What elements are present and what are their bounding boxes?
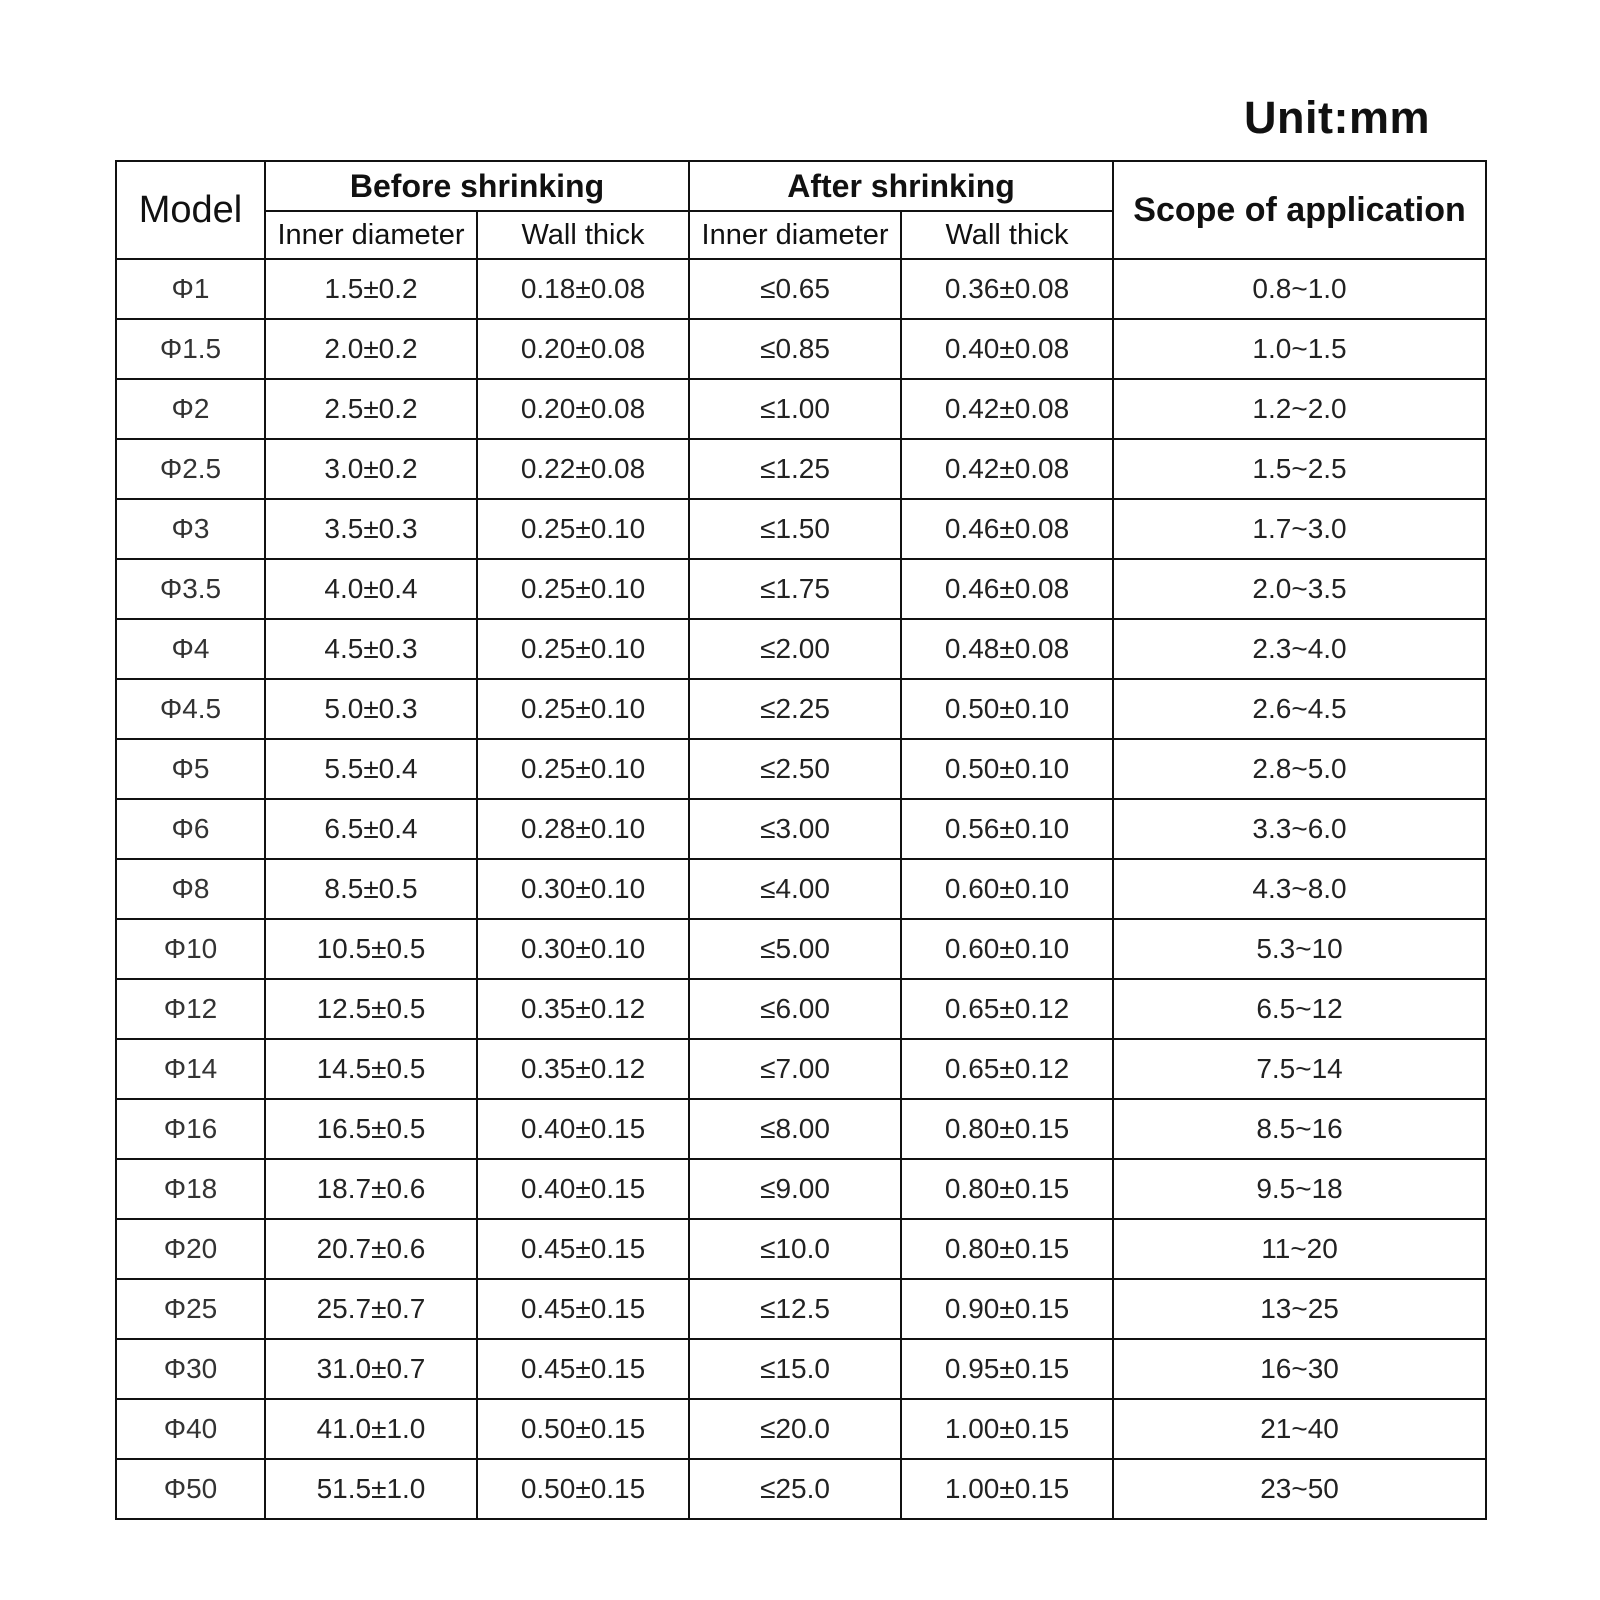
cell-before-inner-diameter: 20.7±0.6: [265, 1219, 477, 1279]
cell-before-inner-diameter: 31.0±0.7: [265, 1339, 477, 1399]
cell-after-inner-diameter: ≤3.00: [689, 799, 901, 859]
cell-after-wall-thick: 0.42±0.08: [901, 379, 1113, 439]
cell-before-inner-diameter: 25.7±0.7: [265, 1279, 477, 1339]
cell-before-wall-thick: 0.25±0.10: [477, 499, 689, 559]
cell-model: Φ12: [116, 979, 265, 1039]
cell-after-inner-diameter: ≤2.25: [689, 679, 901, 739]
cell-model: Φ4: [116, 619, 265, 679]
cell-before-inner-diameter: 12.5±0.5: [265, 979, 477, 1039]
table-row: [116, 619, 1486, 679]
cell-before-wall-thick: 0.40±0.15: [477, 1159, 689, 1219]
table-row: [116, 379, 1486, 439]
cell-model: Φ2.5: [116, 439, 265, 499]
cell-after-wall-thick: 0.46±0.08: [901, 559, 1113, 619]
table-row: [116, 739, 1486, 799]
cell-scope: [1113, 799, 1486, 859]
cell-after-inner-diameter: ≤6.00: [689, 979, 901, 1039]
table-row: [116, 1279, 1486, 1339]
cell-model: Φ20: [116, 1219, 265, 1279]
cell-before-wall-thick: 0.18±0.08: [477, 259, 689, 319]
cell-after-inner-diameter: ≤1.75: [689, 559, 901, 619]
cell-scope: [1113, 1219, 1486, 1279]
cell-scope: [1113, 1399, 1486, 1459]
cell-before-inner-diameter: 3.0±0.2: [265, 439, 477, 499]
cell-before-wall-thick: 0.35±0.12: [477, 979, 689, 1039]
cell-before-inner-diameter: 3.5±0.3: [265, 499, 477, 559]
cell-before-inner-diameter: 1.5±0.2: [265, 259, 477, 319]
cell-after-wall-thick: 0.65±0.12: [901, 979, 1113, 1039]
cell-scope: [1113, 559, 1486, 619]
table-row: [116, 1099, 1486, 1159]
table-row: [116, 439, 1486, 499]
cell-after-wall-thick: 0.36±0.08: [901, 259, 1113, 319]
scope-value: 6.5~12: [1256, 993, 1343, 1024]
cell-before-wall-thick: 0.45±0.15: [477, 1219, 689, 1279]
header-scope: Scope of application: [1113, 161, 1486, 259]
cell-before-wall-thick: 0.20±0.08: [477, 379, 689, 439]
header-after-inner-diameter: Inner diameter: [689, 211, 901, 259]
cell-model: Φ10: [116, 919, 265, 979]
scope-value: 2.8~5.0: [1252, 753, 1347, 784]
scope-value: 8.5~16: [1256, 1113, 1343, 1144]
cell-before-inner-diameter: 5.5±0.4: [265, 739, 477, 799]
cell-after-wall-thick: 1.00±0.15: [901, 1459, 1113, 1519]
header-before-wall-thick: Wall thick: [477, 211, 689, 259]
table-row: [116, 979, 1486, 1039]
scope-value: 11~20: [1261, 1233, 1338, 1264]
cell-after-inner-diameter: ≤25.0: [689, 1459, 901, 1519]
cell-after-inner-diameter: ≤1.25: [689, 439, 901, 499]
cell-after-inner-diameter: ≤8.00: [689, 1099, 901, 1159]
cell-after-inner-diameter: ≤1.00: [689, 379, 901, 439]
cell-before-inner-diameter: 10.5±0.5: [265, 919, 477, 979]
cell-before-wall-thick: 0.40±0.15: [477, 1099, 689, 1159]
scope-value: 1.0~1.5: [1252, 333, 1347, 364]
cell-before-inner-diameter: 2.5±0.2: [265, 379, 477, 439]
scope-value: 2.3~4.0: [1252, 633, 1347, 664]
scope-value: 5.3~10: [1256, 933, 1343, 964]
cell-before-inner-diameter: 6.5±0.4: [265, 799, 477, 859]
cell-after-wall-thick: 0.46±0.08: [901, 499, 1113, 559]
cell-after-wall-thick: 0.56±0.10: [901, 799, 1113, 859]
table-row: [116, 499, 1486, 559]
cell-scope: [1113, 1279, 1486, 1339]
cell-after-inner-diameter: ≤10.0: [689, 1219, 901, 1279]
scope-value: 1.5~2.5: [1252, 453, 1347, 484]
cell-after-inner-diameter: ≤4.00: [689, 859, 901, 919]
scope-value: 13~25: [1260, 1293, 1339, 1324]
cell-after-wall-thick: 0.42±0.08: [901, 439, 1113, 499]
cell-after-wall-thick: 0.80±0.15: [901, 1219, 1113, 1279]
cell-model: Φ1.5: [116, 319, 265, 379]
cell-after-inner-diameter: ≤12.5: [689, 1279, 901, 1339]
cell-scope: [1113, 379, 1486, 439]
cell-after-wall-thick: 0.60±0.10: [901, 919, 1113, 979]
table-row: [116, 1219, 1486, 1279]
cell-before-wall-thick: 0.25±0.10: [477, 679, 689, 739]
cell-model: Φ3.5: [116, 559, 265, 619]
cell-after-inner-diameter: ≤9.00: [689, 1159, 901, 1219]
cell-after-inner-diameter: ≤2.00: [689, 619, 901, 679]
cell-after-wall-thick: 0.40±0.08: [901, 319, 1113, 379]
table-row: [116, 1459, 1486, 1519]
scope-value: 4.3~8.0: [1252, 873, 1347, 904]
cell-scope: [1113, 319, 1486, 379]
cell-before-inner-diameter: 14.5±0.5: [265, 1039, 477, 1099]
cell-scope: [1113, 1159, 1486, 1219]
table-row: [116, 1039, 1486, 1099]
cell-after-wall-thick: 0.48±0.08: [901, 619, 1113, 679]
table-row: [116, 319, 1486, 379]
cell-after-inner-diameter: ≤0.85: [689, 319, 901, 379]
scope-value: 21~40: [1260, 1413, 1339, 1444]
table-body: [116, 259, 1486, 1519]
cell-scope: [1113, 1099, 1486, 1159]
cell-after-inner-diameter: ≤7.00: [689, 1039, 901, 1099]
cell-after-wall-thick: 0.60±0.10: [901, 859, 1113, 919]
cell-after-inner-diameter: ≤0.65: [689, 259, 901, 319]
table-row: [116, 1339, 1486, 1399]
cell-after-inner-diameter: ≤15.0: [689, 1339, 901, 1399]
scope-value: 3.3~6.0: [1252, 813, 1347, 844]
cell-after-wall-thick: 0.80±0.15: [901, 1099, 1113, 1159]
table-row: [116, 259, 1486, 319]
cell-model: Φ5: [116, 739, 265, 799]
table-row: [116, 1159, 1486, 1219]
cell-before-wall-thick: 0.22±0.08: [477, 439, 689, 499]
table-row: [116, 1399, 1486, 1459]
header-before-inner-diameter: Inner diameter: [265, 211, 477, 259]
header-model: Model: [116, 161, 265, 259]
cell-scope: [1113, 859, 1486, 919]
cell-after-wall-thick: 0.50±0.10: [901, 739, 1113, 799]
table-header: [116, 161, 1486, 259]
cell-before-inner-diameter: 2.0±0.2: [265, 319, 477, 379]
cell-model: Φ40: [116, 1399, 265, 1459]
scope-value: 7.5~14: [1256, 1053, 1343, 1084]
cell-before-wall-thick: 0.25±0.10: [477, 559, 689, 619]
cell-model: Φ14: [116, 1039, 265, 1099]
cell-after-inner-diameter: ≤2.50: [689, 739, 901, 799]
cell-before-wall-thick: 0.28±0.10: [477, 799, 689, 859]
cell-before-wall-thick: 0.45±0.15: [477, 1339, 689, 1399]
scope-value: 9.5~18: [1256, 1173, 1343, 1204]
cell-scope: [1113, 1459, 1486, 1519]
cell-after-wall-thick: 0.80±0.15: [901, 1159, 1113, 1219]
cell-before-wall-thick: 0.20±0.08: [477, 319, 689, 379]
cell-before-wall-thick: 0.30±0.10: [477, 919, 689, 979]
cell-scope: [1113, 619, 1486, 679]
scope-value: 2.6~4.5: [1252, 693, 1347, 724]
cell-scope: [1113, 439, 1486, 499]
cell-model: Φ50: [116, 1459, 265, 1519]
cell-scope: [1113, 679, 1486, 739]
cell-before-wall-thick: 0.25±0.10: [477, 619, 689, 679]
cell-before-wall-thick: 0.45±0.15: [477, 1279, 689, 1339]
scope-value: 16~30: [1260, 1353, 1339, 1384]
cell-model: Φ8: [116, 859, 265, 919]
spec-table: [115, 160, 1487, 1520]
unit-label: Unit:mm: [1244, 92, 1430, 143]
cell-after-wall-thick: 0.50±0.10: [901, 679, 1113, 739]
cell-after-wall-thick: 1.00±0.15: [901, 1399, 1113, 1459]
cell-scope: [1113, 919, 1486, 979]
cell-model: Φ18: [116, 1159, 265, 1219]
table-row: [116, 859, 1486, 919]
scope-value: 2.0~3.5: [1252, 573, 1347, 604]
cell-model: Φ30: [116, 1339, 265, 1399]
header-after-wall-thick: Wall thick: [901, 211, 1113, 259]
cell-after-wall-thick: 0.95±0.15: [901, 1339, 1113, 1399]
cell-before-inner-diameter: 5.0±0.3: [265, 679, 477, 739]
scope-value: 0.8~1.0: [1252, 273, 1347, 304]
cell-model: Φ2: [116, 379, 265, 439]
cell-model: Φ25: [116, 1279, 265, 1339]
cell-after-wall-thick: 0.90±0.15: [901, 1279, 1113, 1339]
cell-before-inner-diameter: 18.7±0.6: [265, 1159, 477, 1219]
table-row: [116, 919, 1486, 979]
cell-before-wall-thick: 0.35±0.12: [477, 1039, 689, 1099]
cell-model: Φ6: [116, 799, 265, 859]
cell-scope: [1113, 259, 1486, 319]
cell-model: Φ3: [116, 499, 265, 559]
table-row: [116, 679, 1486, 739]
cell-after-wall-thick: 0.65±0.12: [901, 1039, 1113, 1099]
scope-value: 23~50: [1260, 1473, 1339, 1504]
cell-after-inner-diameter: ≤5.00: [689, 919, 901, 979]
scope-value: 1.2~2.0: [1252, 393, 1347, 424]
cell-scope: [1113, 1039, 1486, 1099]
cell-before-inner-diameter: 4.5±0.3: [265, 619, 477, 679]
header-after-shrinking: After shrinking: [689, 161, 1113, 211]
table-row: [116, 799, 1486, 859]
cell-scope: [1113, 499, 1486, 559]
cell-before-inner-diameter: 8.5±0.5: [265, 859, 477, 919]
cell-after-inner-diameter: ≤20.0: [689, 1399, 901, 1459]
cell-before-wall-thick: 0.25±0.10: [477, 739, 689, 799]
cell-model: Φ16: [116, 1099, 265, 1159]
cell-before-inner-diameter: 4.0±0.4: [265, 559, 477, 619]
cell-model: Φ4.5: [116, 679, 265, 739]
cell-before-inner-diameter: 16.5±0.5: [265, 1099, 477, 1159]
scope-value: 1.7~3.0: [1252, 513, 1347, 544]
header-before-shrinking: Before shrinking: [265, 161, 689, 211]
cell-scope: [1113, 1339, 1486, 1399]
cell-model: Φ1: [116, 259, 265, 319]
cell-before-inner-diameter: 51.5±1.0: [265, 1459, 477, 1519]
cell-before-wall-thick: 0.50±0.15: [477, 1399, 689, 1459]
cell-after-inner-diameter: ≤1.50: [689, 499, 901, 559]
cell-scope: [1113, 739, 1486, 799]
cell-scope: [1113, 979, 1486, 1039]
cell-before-inner-diameter: 41.0±1.0: [265, 1399, 477, 1459]
cell-before-wall-thick: 0.30±0.10: [477, 859, 689, 919]
cell-before-wall-thick: 0.50±0.15: [477, 1459, 689, 1519]
table-row: [116, 559, 1486, 619]
